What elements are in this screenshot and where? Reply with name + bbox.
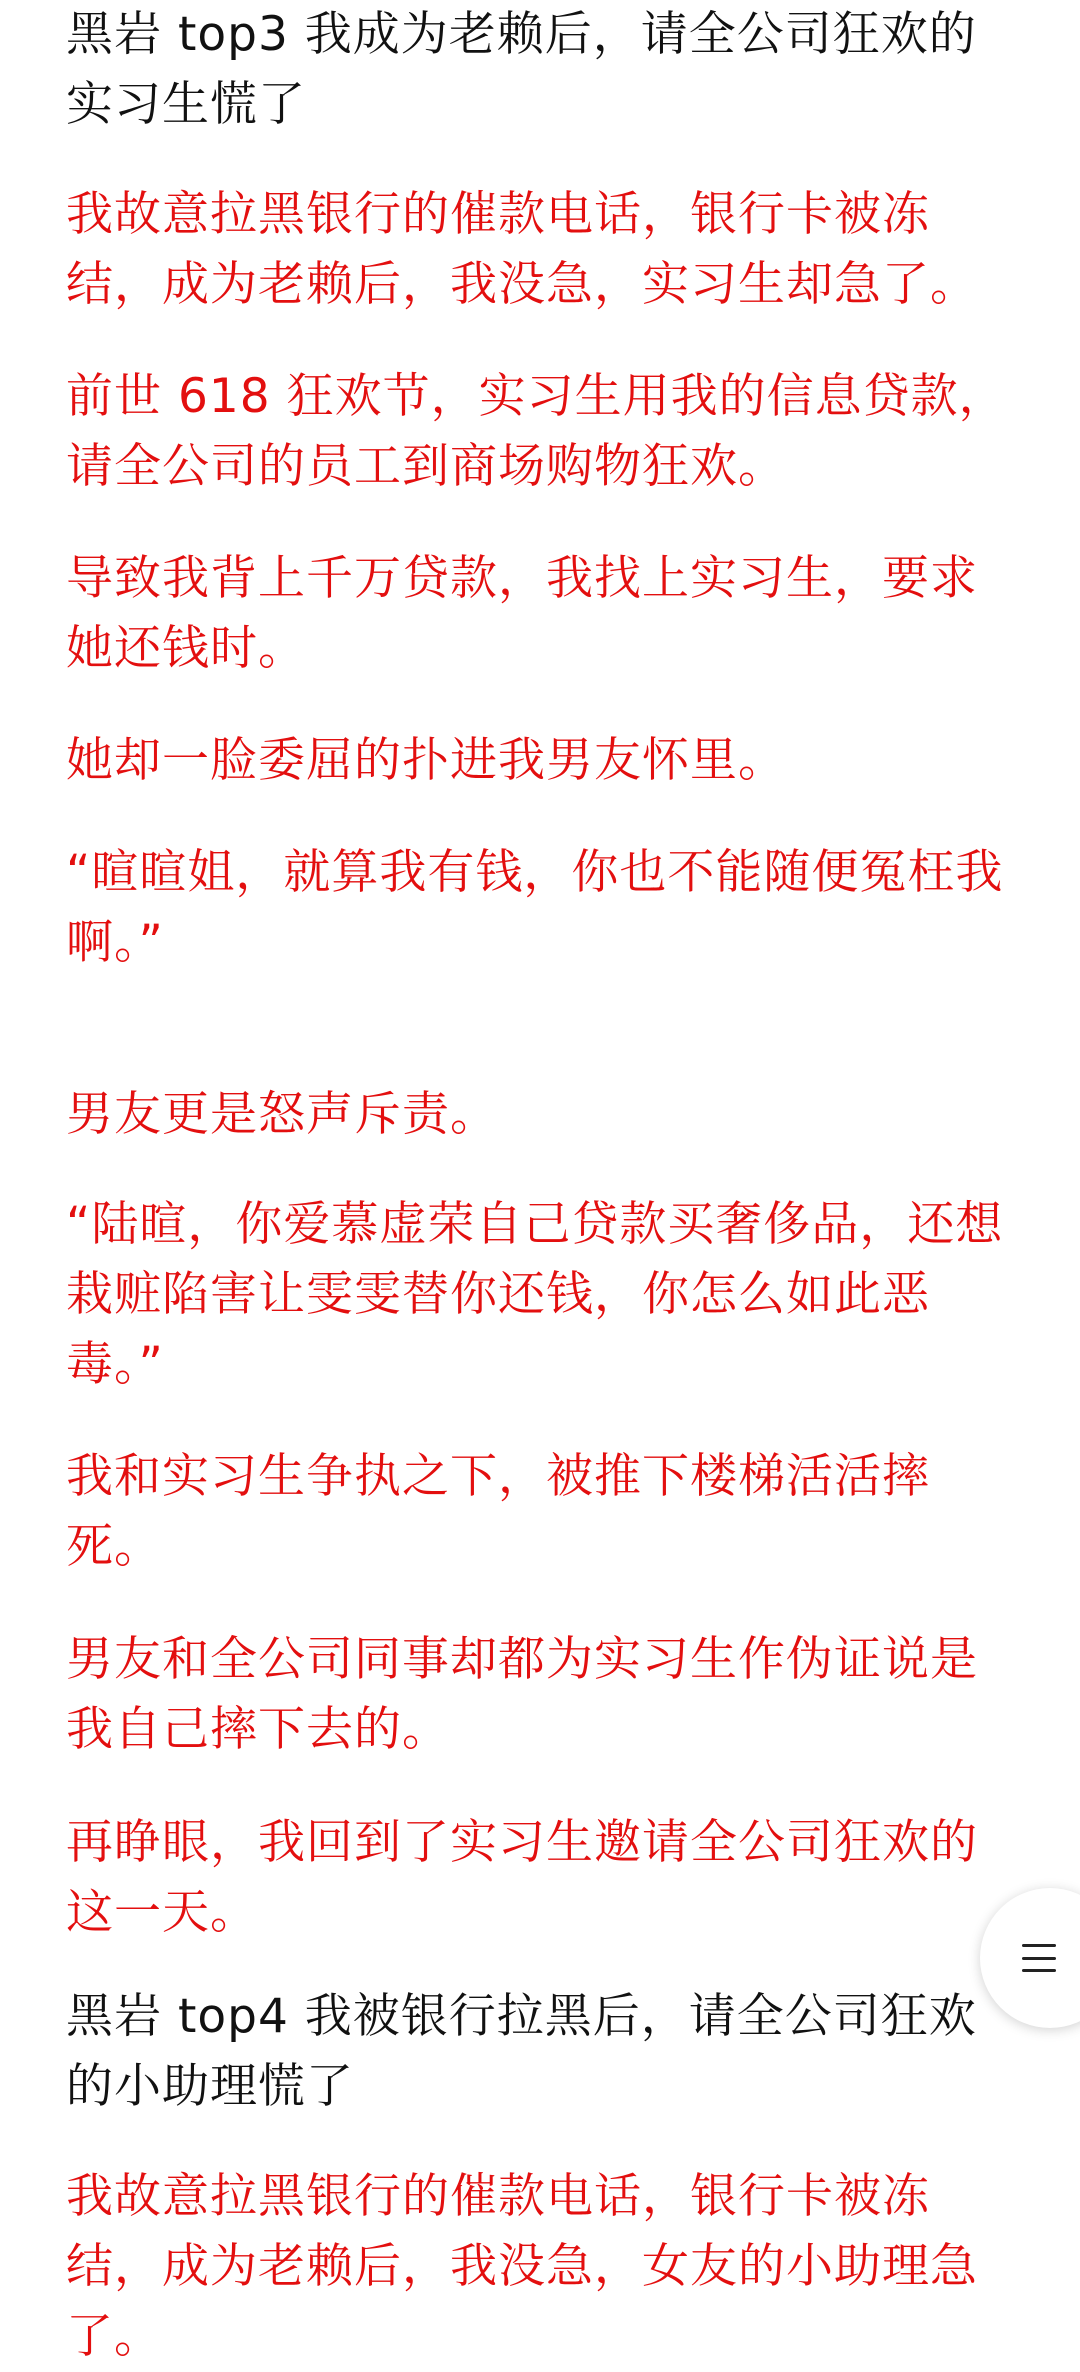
paragraph: 男友和全公司同事却都为实习生作伪证说是我自己摔下去的。 [66,1632,978,1757]
paragraph: 前世 618 狂欢节，实习生用我的信息贷款，请全公司的员工到商场购物狂欢。 [66,369,1007,494]
paragraph: “陆暄，你爱慕虚荣自己贷款买奢侈品，还想栽赃陷害让雯雯替你还钱，你怎么如此恶毒。” [66,1197,1004,1392]
paragraph: 她却一脸委屈的扑进我男友怀里。 [66,733,786,788]
paragraph: “暄暄姐，就算我有钱，你也不能随便冤枉我啊。” [66,845,1004,970]
article-title: 黑岩 top4 我被银行拉黑后，请全公司狂欢的小助理慌了 [66,1989,977,2114]
article-title: 黑岩 top3 我成为老赖后，请全公司狂欢的实习生慌了 [66,7,977,132]
paragraph: 我故意拉黑银行的催款电话，银行卡被冻结，成为老赖后，我没急，女友的小助理急了。 [66,2169,978,2364]
paragraph: 男友更是怒声斥责。 [66,1087,498,1142]
paragraph: 我和实习生争执之下，被推下楼梯活活摔死。 [66,1449,930,1574]
paragraph: 导致我背上千万贷款，我找上实习生，要求她还钱时。 [66,551,978,676]
paragraph: 再睁眼，我回到了实习生邀请全公司狂欢的这一天。 [66,1815,978,1940]
paragraph: 我故意拉黑银行的催款电话，银行卡被冻结，成为老赖后，我没急，实习生却急了。 [66,187,978,312]
menu-icon [1022,1944,1056,1972]
